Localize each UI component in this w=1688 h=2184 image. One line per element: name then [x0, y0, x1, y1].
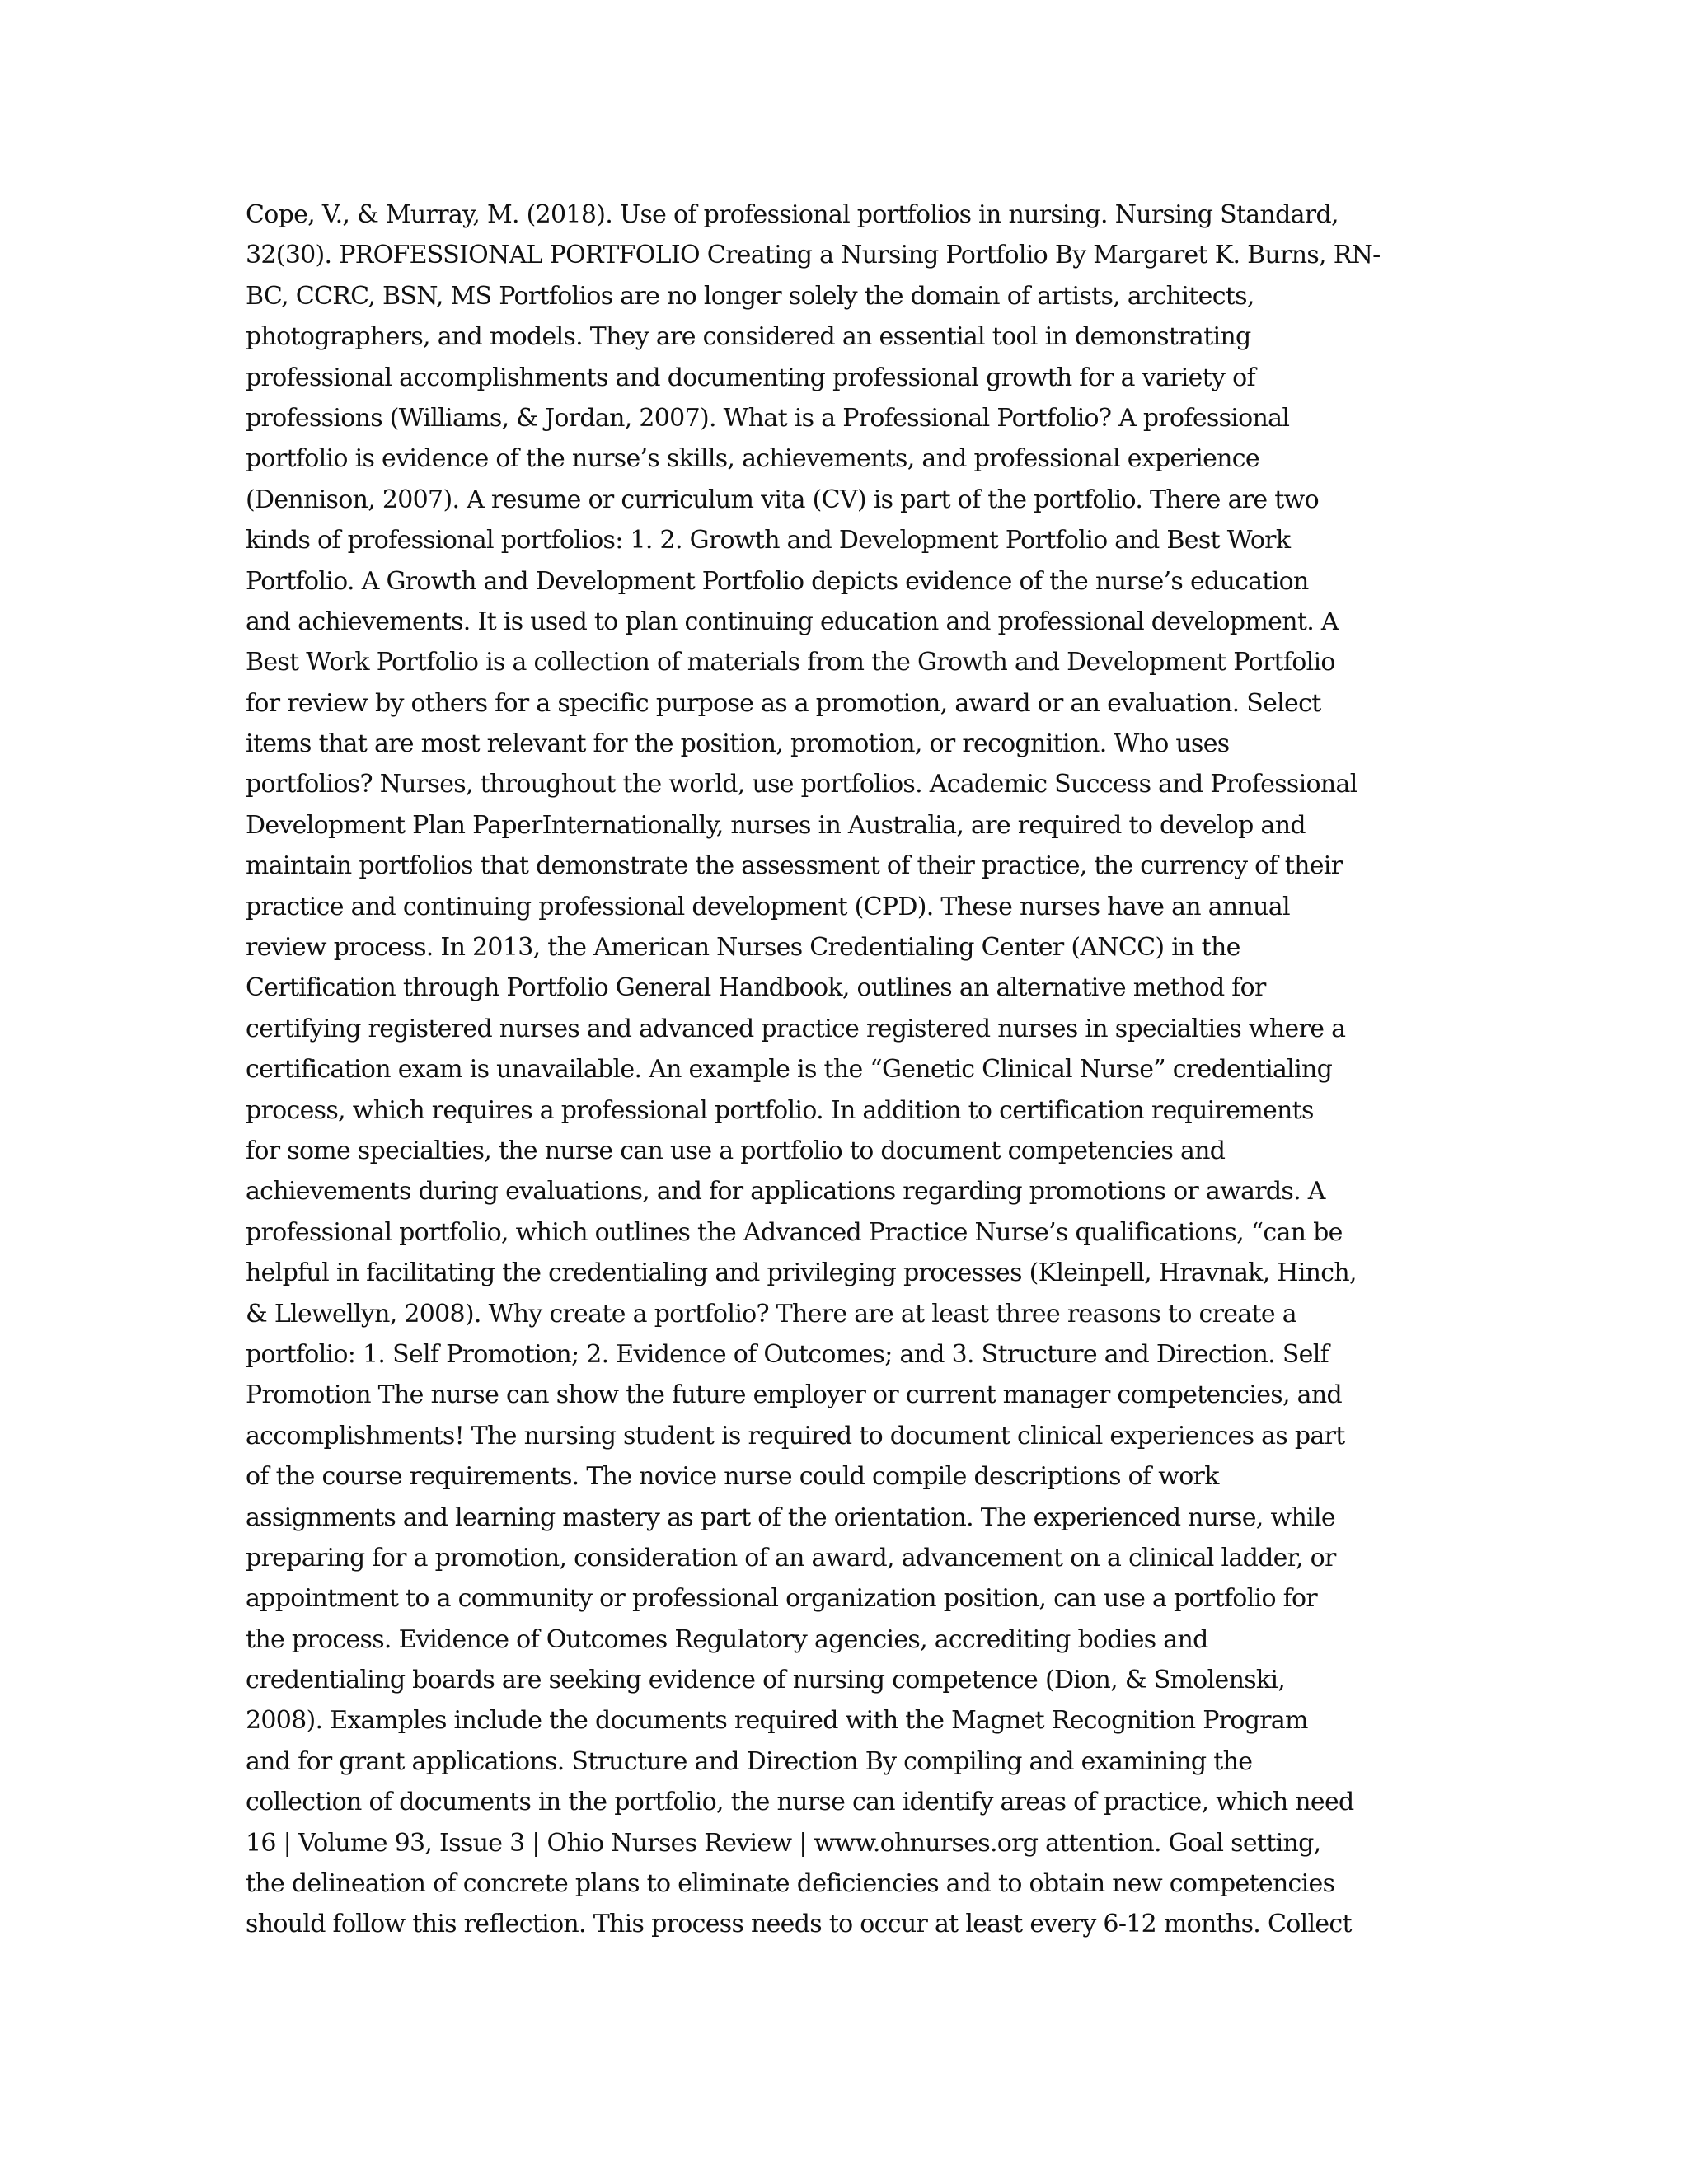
text-line: for review by others for a specific purpose as a promotion, award or an evaluation. Select: [246, 688, 1321, 718]
text-line: review process. In 2013, the American Nurses Credentialing Center (ANCC) in the: [246, 933, 1240, 963]
text-line: professions (Williams, & Jordan, 2007). What is a Professional Portfolio? A professional: [246, 403, 1290, 433]
text-line: achievements during evaluations, and for applications regarding promotions or awards. A: [246, 1177, 1325, 1207]
text-line: 16 | Volume 93, Issue 3 | Ohio Nurses Review | www.ohnurses.org attention. Goal setting,: [246, 1828, 1321, 1858]
text-line: maintain portfolios that demonstrate the assessment of their practice, the currency of their: [246, 851, 1343, 881]
text-line: certification exam is unavailable. An example is the “Genetic Clinical Nurse” credentialing: [246, 1055, 1333, 1085]
text-line: kinds of professional portfolios: 1. 2. Growth and Development Portfolio and Best Work: [246, 526, 1291, 555]
text-line: 2008). Examples include the documents required with the Magnet Recognition Program: [246, 1706, 1308, 1736]
text-line: process, which requires a professional portfolio. In addition to certification requirements: [246, 1095, 1314, 1125]
text-line: certifying registered nurses and advanced practice registered nurses in specialties where a: [246, 1014, 1346, 1043]
text-line: and for grant applications. Structure and Direction By compiling and examining the: [246, 1746, 1253, 1776]
text-line: Best Work Portfolio is a collection of materials from the Growth and Development Portfolio: [246, 648, 1335, 677]
body-text: [246, 194, 1449, 1945]
text-line: for some specialties, the nurse can use a portfolio to document competencies and: [246, 1136, 1226, 1165]
text-line: and achievements. It is used to plan continuing education and professional development. A: [246, 607, 1339, 636]
text-line: Portfolio. A Growth and Development Portfolio depicts evidence of the nurse’s education: [246, 566, 1309, 596]
text-line: accomplishments! The nursing student is required to document clinical experiences as part: [246, 1421, 1345, 1451]
text-line: & Llewellyn, 2008). Why create a portfolio? There are at least three reasons to create a: [246, 1299, 1296, 1329]
text-line: Certification through Portfolio General Handbook, outlines an alternative method for: [246, 973, 1266, 1003]
text-line: of the course requirements. The novice nurse could compile descriptions of work: [246, 1462, 1219, 1492]
text-line: BC, CCRC, BSN, MS Portfolios are no longer solely the domain of artists, architects,: [246, 281, 1254, 311]
text-line: photographers, and models. They are considered an essential tool in demonstrating: [246, 322, 1251, 352]
text-line: (Dennison, 2007). A resume or curriculum vita (CV) is part of the portfolio. There are two: [246, 485, 1319, 514]
text-line: credentialing boards are seeking evidence of nursing competence (Dion, & Smolenski,: [246, 1666, 1286, 1695]
text-line: collection of documents in the portfolio, the nurse can identify areas of practice, which need: [246, 1788, 1354, 1817]
text-line: preparing for a promotion, consideration of an award, advancement on a clinical ladder, or: [246, 1543, 1336, 1572]
text-line: helpful in facilitating the credentialing and privileging processes (Kleinpell, Hravnak, Hinch,: [246, 1258, 1357, 1288]
text-line: practice and continuing professional development (CPD). These nurses have an annual: [246, 892, 1290, 921]
text-line: portfolio is evidence of the nurse’s skills, achievements, and professional experience: [246, 444, 1259, 474]
text-line: appointment to a community or professional organization position, can use a portfolio for: [246, 1584, 1318, 1614]
text-line: items that are most relevant for the position, promotion, or recognition. Who uses: [246, 729, 1230, 759]
text-line: assignments and learning mastery as part of the orientation. The experienced nurse, while: [246, 1502, 1335, 1532]
text-line: the process. Evidence of Outcomes Regulatory agencies, accrediting bodies and: [246, 1624, 1208, 1654]
text-line: professional portfolio, which outlines the Advanced Practice Nurse’s qualifications, “can be: [246, 1217, 1343, 1247]
text-line: portfolio: 1. Self Promotion; 2. Evidence of Outcomes; and 3. Structure and Direction. Self: [246, 1339, 1329, 1369]
text-line: Cope, V., & Murray, M. (2018). Use of professional portfolios in nursing. Nursing Standard,: [246, 200, 1339, 229]
text-line: the delineation of concrete plans to eliminate deficiencies and to obtain new competencies: [246, 1869, 1335, 1899]
text-line: Development Plan PaperInternationally, nurses in Australia, are required to develop and: [246, 810, 1306, 840]
text-line: should follow this reflection. This process needs to occur at least every 6-12 months. Collect: [246, 1910, 1352, 1939]
text-line: portfolios? Nurses, throughout the world, use portfolios. Academic Success and Professional: [246, 770, 1357, 799]
text-line: 32(30). PROFESSIONAL PORTFOLIO Creating a Nursing Portfolio By Margaret K. Burns, RN-: [246, 241, 1381, 270]
text-line: Promotion The nurse can show the future employer or current manager competencies, and: [246, 1380, 1342, 1410]
text-line: professional accomplishments and documenting professional growth for a variety of: [246, 363, 1255, 392]
